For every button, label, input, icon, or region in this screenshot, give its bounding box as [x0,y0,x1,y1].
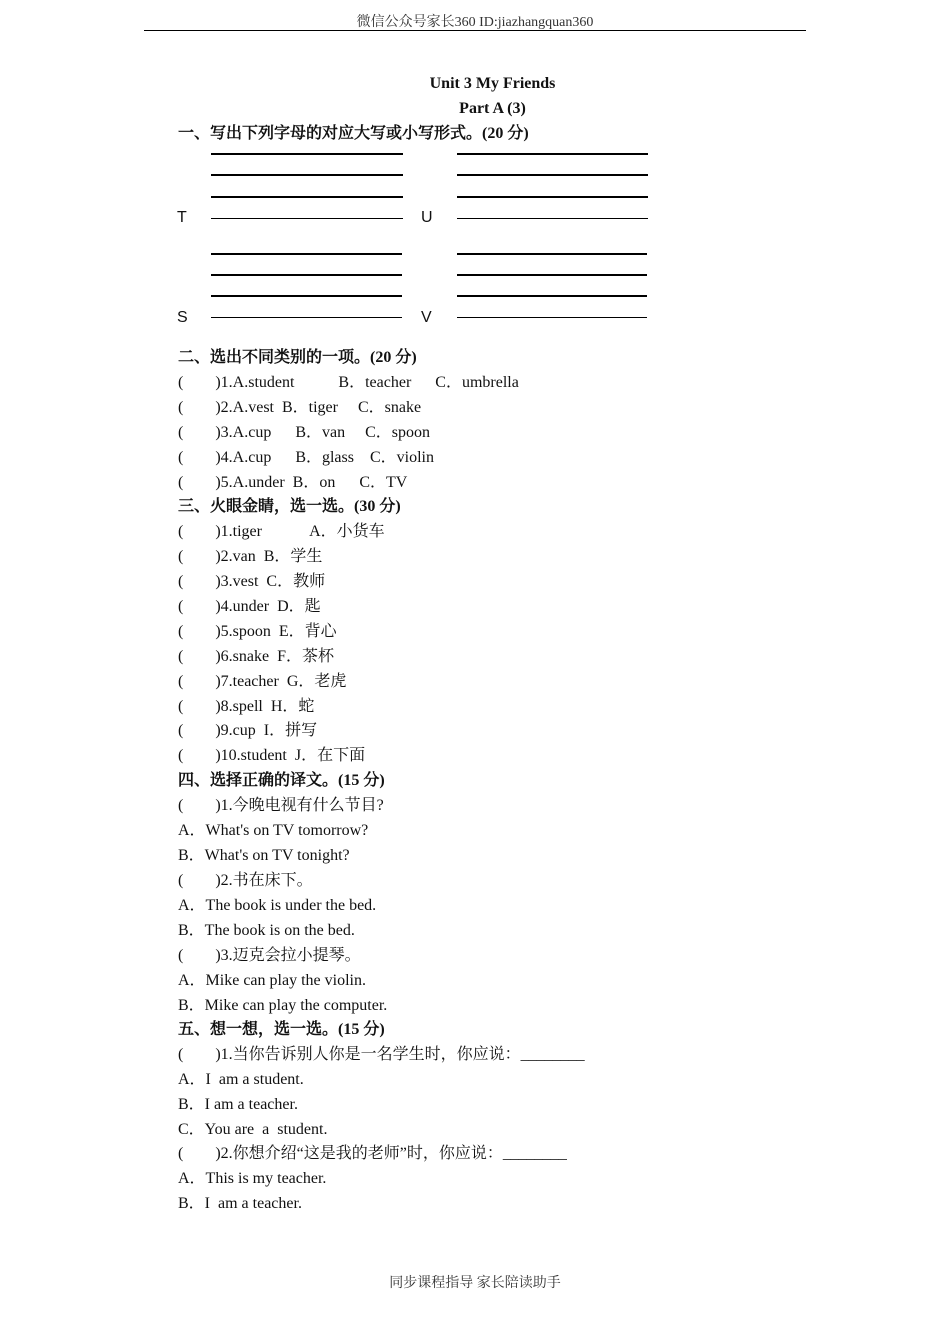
header-divider [144,30,806,31]
section3-item: ( )3.vest C．教师 [178,573,326,590]
section3-item: ( )6.snake F．茶杯 [178,648,334,665]
section3-item: ( )7.teacher G．老虎 [178,673,347,690]
section5-item: C．You are a student. [178,1121,328,1138]
section4-item: ( )3.迈克会拉小提琴。 [178,947,361,964]
section5-item: ( )2.你想介绍“这是我的老师”时，你应说：________ [178,1145,567,1162]
section5-item: ( )1.当你告诉别人你是一名学生时，你应说：________ [178,1046,585,1063]
part-title: Part A (3) [459,100,526,117]
section3-heading: 三、火眼金睛，选一选。(30 分) [178,498,401,515]
section3-item: ( )10.student J．在下面 [178,747,366,764]
section3-item: ( )1.tiger A．小货车 [178,523,385,540]
section4-item: A．The book is under the bed. [178,897,377,914]
letter-v: V [421,309,432,326]
section4-item: B．Mike can play the computer. [178,997,388,1014]
section4-item: B．The book is on the bed. [178,922,355,939]
section2-item: ( )1.A.student B．teacher C．umbrella [178,374,519,391]
section5-item: B．I am a teacher. [178,1096,298,1113]
section3-item: ( )5.spoon E．背心 [178,623,337,640]
section1-heading: 一、写出下列字母的对应大写或小写形式。(20 分) [178,125,529,142]
section4-item: B．What's on TV tonight? [178,847,350,864]
section4-item: A．What's on TV tomorrow? [178,822,369,839]
section3-item: ( )8.spell H．蛇 [178,698,315,715]
section3-item: ( )9.cup I．拼写 [178,722,318,739]
section4-item: ( )1.今晚电视有什么节目? [178,797,384,814]
section2-item: ( )2.A.vest B．tiger C．snake [178,399,422,416]
section4-item: ( )2.书在床下。 [178,872,313,889]
section3-item: ( )4.under D．匙 [178,598,321,615]
page-header: 微信公众号家长360 ID:jiazhangquan360 [356,15,594,30]
section3-item: ( )2.van B．学生 [178,548,323,565]
section2-item: ( )5.A.under B．on C．TV [178,474,408,491]
section5-item: B．I am a teacher. [178,1195,302,1212]
section5-item: A．I am a student. [178,1071,304,1088]
section5-heading: 五、想一想，选一选。(15 分) [178,1021,385,1038]
section4-heading: 四、选择正确的译文。(15 分) [178,772,385,789]
letter-s: S [177,309,188,326]
section2-item: ( )3.A.cup B．van C．spoon [178,424,430,441]
page-footer: 同步课程指导 家长陪读助手 [389,1276,561,1291]
letter-u: U [421,209,433,226]
section4-item: A．Mike can play the violin. [178,972,366,989]
section5-item: A．This is my teacher. [178,1170,327,1187]
section2-heading: 二、选出不同类别的一项。(20 分) [178,349,417,366]
section2-item: ( )4.A.cup B．glass C．violin [178,449,434,466]
letter-t: T [177,209,187,226]
unit-title: Unit 3 My Friends [429,75,556,92]
